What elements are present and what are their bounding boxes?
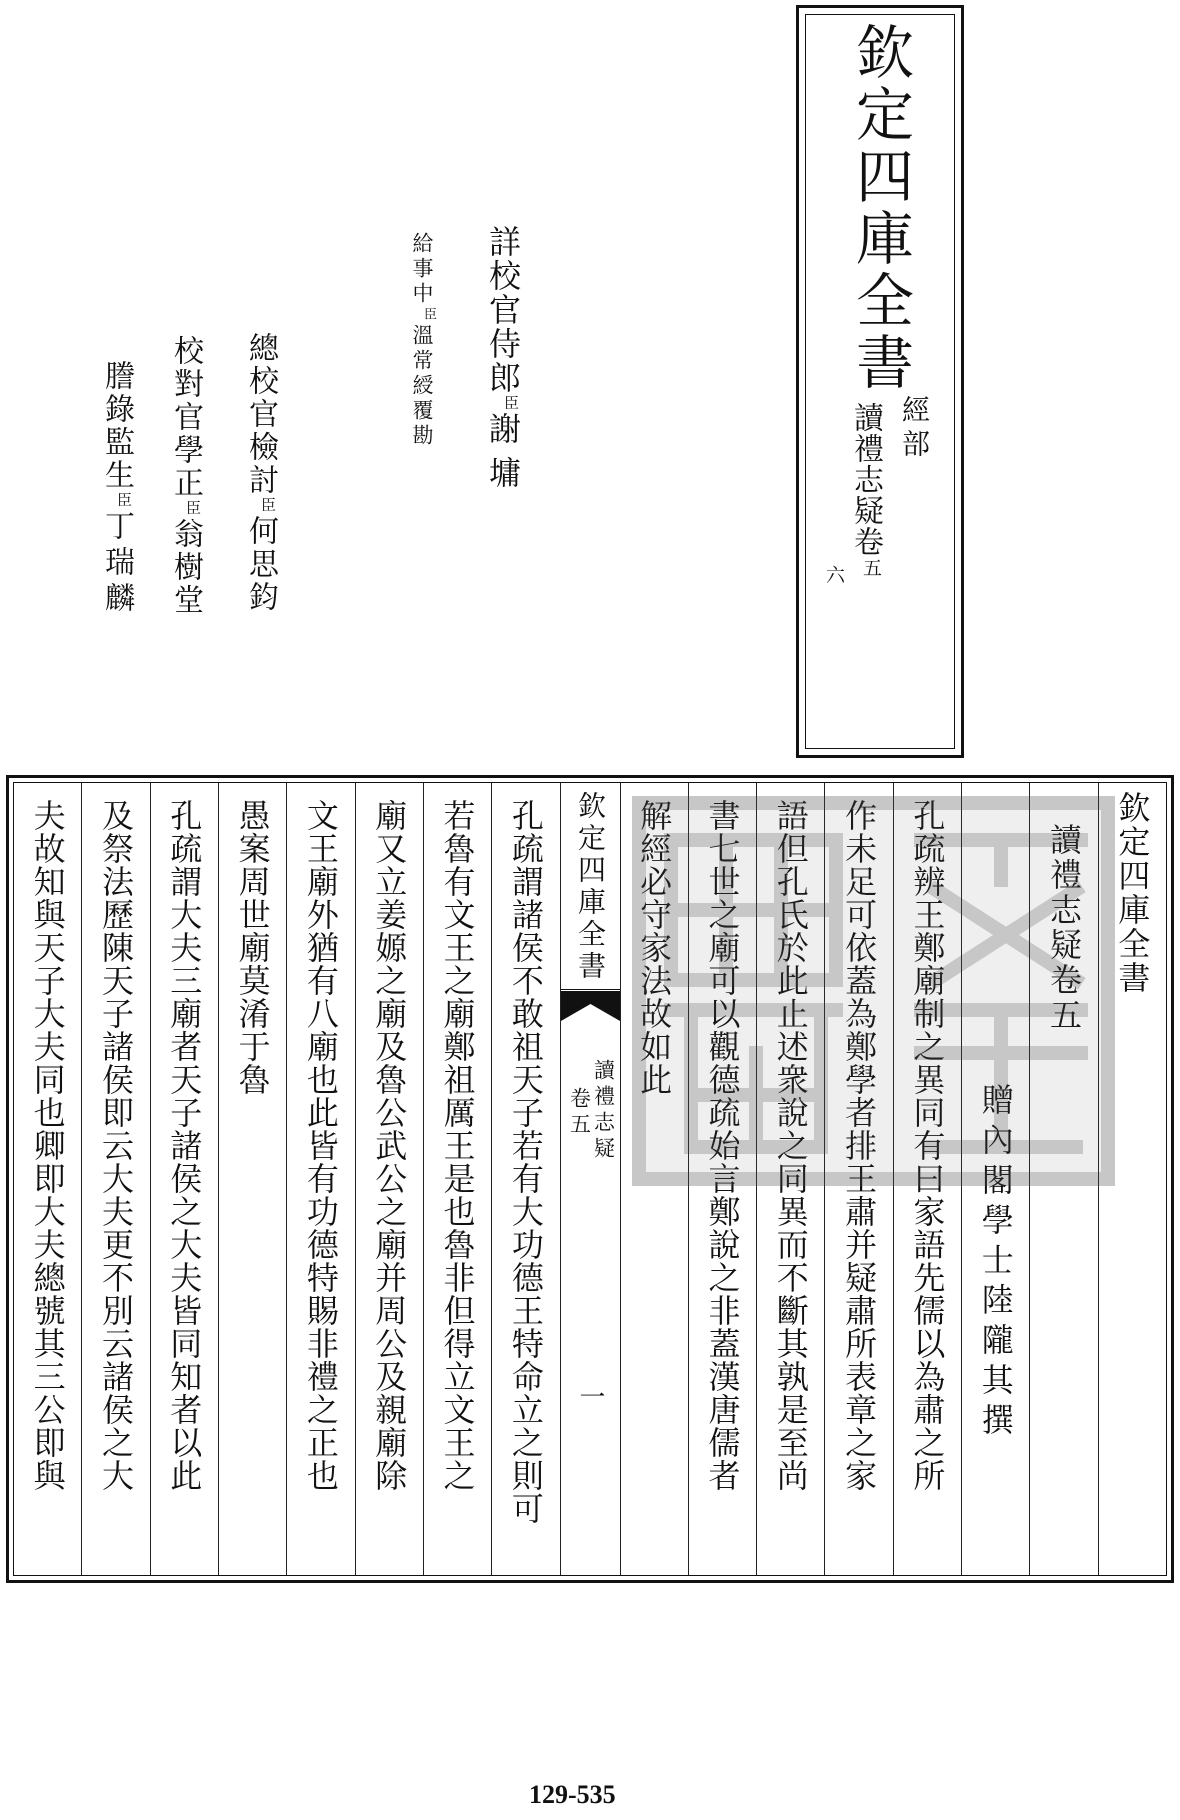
volume-number-first: 五 [860, 558, 882, 577]
official-name: 溫常綬 [410, 324, 434, 399]
official-duty: 覆勘 [410, 399, 434, 449]
text-column [491, 783, 559, 1575]
text-column [218, 783, 286, 1575]
text-column [620, 783, 688, 1575]
official-reviewer-wen [410, 232, 436, 449]
official-chen: 臣 [115, 492, 133, 510]
section-label: 經部 [898, 395, 931, 463]
text-column-author [961, 783, 1029, 1575]
column-text: 贈內閣學士陸隴其撰 [976, 1083, 1015, 1443]
official-chen: 臣 [421, 307, 436, 324]
folio-number: 一 [575, 1383, 605, 1409]
column-text: 愚案周世廟莫淆于魯 [233, 799, 272, 1096]
text-column [14, 783, 81, 1575]
text-column [688, 783, 756, 1575]
official-chen: 臣 [502, 395, 520, 412]
column-text: 讀禮志疑卷五 [1045, 823, 1084, 1033]
text-column [756, 783, 824, 1575]
official-role: 總校官檢討 [243, 332, 278, 497]
page-number: 129-535 [529, 1780, 616, 1809]
column-text: 解經必守家法故如此 [635, 799, 674, 1096]
column-text: 孔疏謂大夫三廟者天子諸侯之大夫皆同知者以此 [165, 799, 204, 1492]
official-proofreader-xie [484, 225, 522, 500]
official-name: 翁樹堂 [168, 518, 203, 617]
book-title: 讀禮志疑卷 [848, 402, 883, 557]
text-column [423, 783, 491, 1575]
official-role: 給事中 [410, 232, 434, 307]
center-divider-line [561, 989, 620, 990]
collection-title: 欽定四庫全書 [846, 22, 914, 394]
text-column [150, 783, 218, 1575]
column-text: 及祭法歷陳天子諸侯即云大夫更不別云諸侯之大 [96, 799, 135, 1492]
text-column [824, 783, 892, 1575]
column-text: 書七世之廟可以觀德疏始言鄭說之非蓋漢唐儒者 [703, 799, 742, 1492]
center-series-title: 欽定四庫全書 [574, 791, 607, 983]
text-column [893, 783, 961, 1575]
volume-number-second: 六 [823, 565, 845, 584]
official-name: 謝墉 [484, 412, 522, 500]
column-text: 廟又立姜嫄之廟及魯公武公之廟并周公及親廟除 [370, 799, 409, 1492]
center-juan-number: 卷五 [567, 1087, 592, 1139]
official-chen: 臣 [184, 500, 202, 518]
text-column [286, 783, 354, 1575]
text-page-frame [6, 775, 1174, 1583]
column-text: 語但孔氏於此止述衆說之同異而不斷其孰是至尚 [771, 799, 810, 1492]
official-role: 謄錄監生 [99, 360, 134, 492]
text-column-book-title [1029, 783, 1097, 1575]
official-chen: 臣 [259, 497, 277, 515]
text-page-inner-frame [13, 782, 1167, 1576]
official-chief-collator-he [243, 332, 278, 614]
text-column [355, 783, 423, 1575]
official-name: 丁瑞麟 [99, 510, 134, 618]
column-text: 欽定四庫全書 [1113, 791, 1152, 995]
official-name: 何思鈞 [243, 515, 278, 614]
column-text: 文王廟外猶有八廟也此皆有功德特賜非禮之正也 [301, 799, 340, 1492]
column-text: 孔疏辨王鄭廟制之異同有曰家語先儒以為肅之所 [908, 799, 947, 1492]
column-text: 孔疏謂諸侯不敢祖天子若有大功德王特命立之則可 [506, 799, 545, 1525]
column-text: 作未足可依蓋為鄭學者排王肅并疑肅所表章之家 [840, 799, 879, 1492]
column-text: 夫故知與天子大夫同也卿即大夫總號其三公即與 [28, 799, 67, 1492]
official-collator-weng [168, 335, 203, 617]
fishtail-mark [561, 991, 620, 1023]
center-fold-column [560, 783, 620, 1575]
text-column-header [1098, 783, 1166, 1575]
official-role: 校對官學正 [168, 335, 203, 500]
text-column [81, 783, 149, 1575]
official-role: 詳校官侍郎 [484, 225, 522, 395]
center-book-title: 讀禮志疑 [591, 1059, 616, 1163]
column-text: 若魯有文王之廟鄭祖厲王是也魯非但得立文王之 [438, 799, 477, 1492]
official-copyist-ding [99, 360, 134, 618]
